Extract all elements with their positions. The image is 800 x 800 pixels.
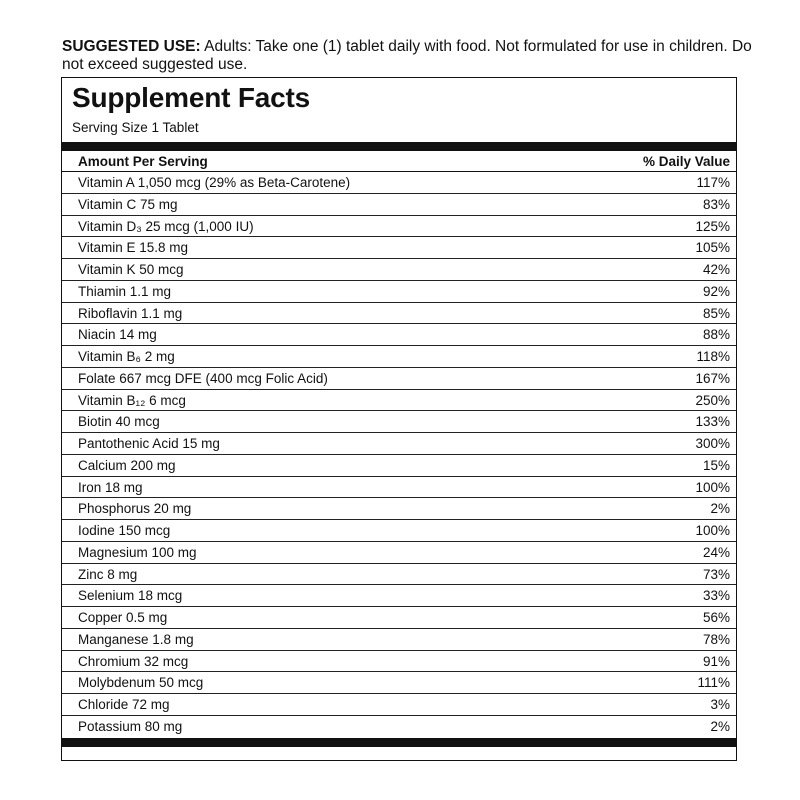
- table-row: [62, 542, 736, 564]
- nutrient-name: Vitamin B₁₂ 6 mcg: [78, 392, 186, 408]
- nutrient-name: Copper 0.5 mg: [78, 610, 168, 625]
- nutrient-daily-value: 85%: [702, 305, 730, 321]
- nutrient-name: Vitamin K 50 mcg: [78, 262, 184, 277]
- table-row: [62, 498, 736, 520]
- table-row: [62, 346, 736, 368]
- table-row: [62, 607, 736, 629]
- nutrient-name: Vitamin E 15.8 mg: [78, 240, 189, 256]
- serving-size: Serving Size 1 Tablet: [72, 120, 199, 135]
- daily-value-header: % Daily Value: [642, 154, 730, 169]
- amount-per-serving-header: Amount Per Serving: [78, 154, 208, 169]
- nutrient-name: Selenium 18 mcg: [78, 588, 183, 604]
- nutrient-daily-value: 3%: [710, 697, 730, 712]
- nutrient-daily-value: 92%: [702, 283, 730, 299]
- nutrient-daily-value: 33%: [702, 588, 730, 604]
- nutrient-name: Pantothenic Acid 15 mg: [78, 436, 220, 451]
- nutrient-daily-value: 24%: [702, 544, 730, 560]
- nutrient-name: Vitamin B₆ 2 mg: [78, 349, 175, 364]
- table-row: [62, 716, 736, 738]
- table-row: [62, 324, 736, 346]
- nutrient-name: Thiamin 1.1 mg: [78, 283, 172, 299]
- table-row: [62, 368, 736, 390]
- nutrient-name: Zinc 8 mg: [78, 566, 138, 582]
- table-header: [62, 151, 736, 172]
- table-row: [62, 564, 736, 586]
- nutrient-name: Phosphorus 20 mg: [78, 501, 192, 517]
- nutrient-daily-value: 300%: [695, 436, 730, 451]
- nutrient-daily-value: 73%: [702, 566, 730, 582]
- nutrient-name: Vitamin A 1,050 mcg (29% as Beta-Carotene): [78, 175, 351, 190]
- nutrient-name: Folate 667 mcg DFE (400 mcg Folic Acid): [78, 370, 328, 386]
- nutrient-daily-value: 117%: [696, 175, 730, 190]
- nutrient-rows: [62, 172, 736, 738]
- nutrient-name: Calcium 200 mg: [78, 457, 176, 473]
- nutrient-daily-value: 2%: [710, 501, 730, 517]
- nutrient-daily-value: 100%: [695, 479, 730, 495]
- nutrient-daily-value: 250%: [695, 392, 730, 408]
- nutrient-name: Niacin 14 mg: [78, 327, 157, 343]
- table-row: [62, 237, 736, 259]
- nutrient-daily-value: 125%: [695, 218, 730, 234]
- suggested-use-body: Adults: Take one (1) tablet daily with food. Not formulated for use in children. Do not exceed suggested use.: [62, 38, 752, 73]
- table-row: [62, 172, 736, 194]
- table-row: [62, 585, 736, 607]
- table-row: [62, 455, 736, 477]
- nutrient-name: Potassium 80 mg: [78, 718, 183, 734]
- table-row: [62, 281, 736, 303]
- nutrient-daily-value: 88%: [702, 327, 730, 343]
- suggested-use-label: SUGGESTED USE:: [62, 38, 201, 55]
- nutrient-name: Magnesium 100 mg: [78, 544, 197, 560]
- nutrient-daily-value: 91%: [702, 653, 730, 669]
- table-row: [62, 694, 736, 716]
- nutrient-name: Biotin 40 mcg: [78, 414, 160, 430]
- nutrient-daily-value: 111%: [697, 675, 730, 691]
- suggested-use-text: [62, 38, 752, 74]
- table-row: [62, 216, 736, 238]
- table-row: [62, 259, 736, 281]
- nutrient-daily-value: 2%: [710, 718, 730, 734]
- nutrient-name: Chromium 32 mcg: [78, 653, 189, 669]
- nutrient-daily-value: 56%: [702, 610, 730, 625]
- nutrient-daily-value: 15%: [702, 457, 730, 473]
- nutrient-daily-value: 83%: [702, 196, 730, 212]
- nutrient-name: Chloride 72 mg: [78, 697, 170, 712]
- table-row: [62, 629, 736, 651]
- nutrient-name: Vitamin C 75 mg: [78, 196, 178, 212]
- nutrient-name: Iron 18 mg: [78, 479, 143, 495]
- nutrient-name: Riboflavin 1.1 mg: [78, 305, 183, 321]
- nutrient-name: Vitamin D₃ 25 mcg (1,000 IU): [78, 218, 254, 234]
- table-row: [62, 477, 736, 499]
- table-row: [62, 390, 736, 412]
- nutrient-daily-value: 78%: [702, 631, 730, 647]
- nutrient-daily-value: 133%: [695, 414, 730, 430]
- nutrient-daily-value: 100%: [695, 523, 730, 538]
- nutrient-daily-value: 42%: [702, 262, 730, 277]
- table-row: [62, 194, 736, 216]
- nutrient-name: Molybdenum 50 mcg: [78, 675, 204, 691]
- table-row: [62, 651, 736, 673]
- nutrient-name: Iodine 150 mcg: [78, 523, 171, 538]
- table-row: [62, 411, 736, 433]
- panel-title: Supplement Facts: [72, 82, 310, 113]
- bottom-divider-bar: [62, 738, 736, 747]
- table-row: [62, 672, 736, 694]
- table-row: [62, 433, 736, 455]
- top-divider-bar: [62, 142, 736, 151]
- supplement-facts-panel: [61, 77, 737, 761]
- table-row: [62, 520, 736, 542]
- nutrient-daily-value: 167%: [695, 370, 730, 386]
- table-row: [62, 303, 736, 325]
- nutrient-name: Manganese 1.8 mg: [78, 631, 194, 647]
- nutrient-daily-value: 105%: [695, 240, 730, 256]
- nutrient-daily-value: 118%: [696, 349, 730, 364]
